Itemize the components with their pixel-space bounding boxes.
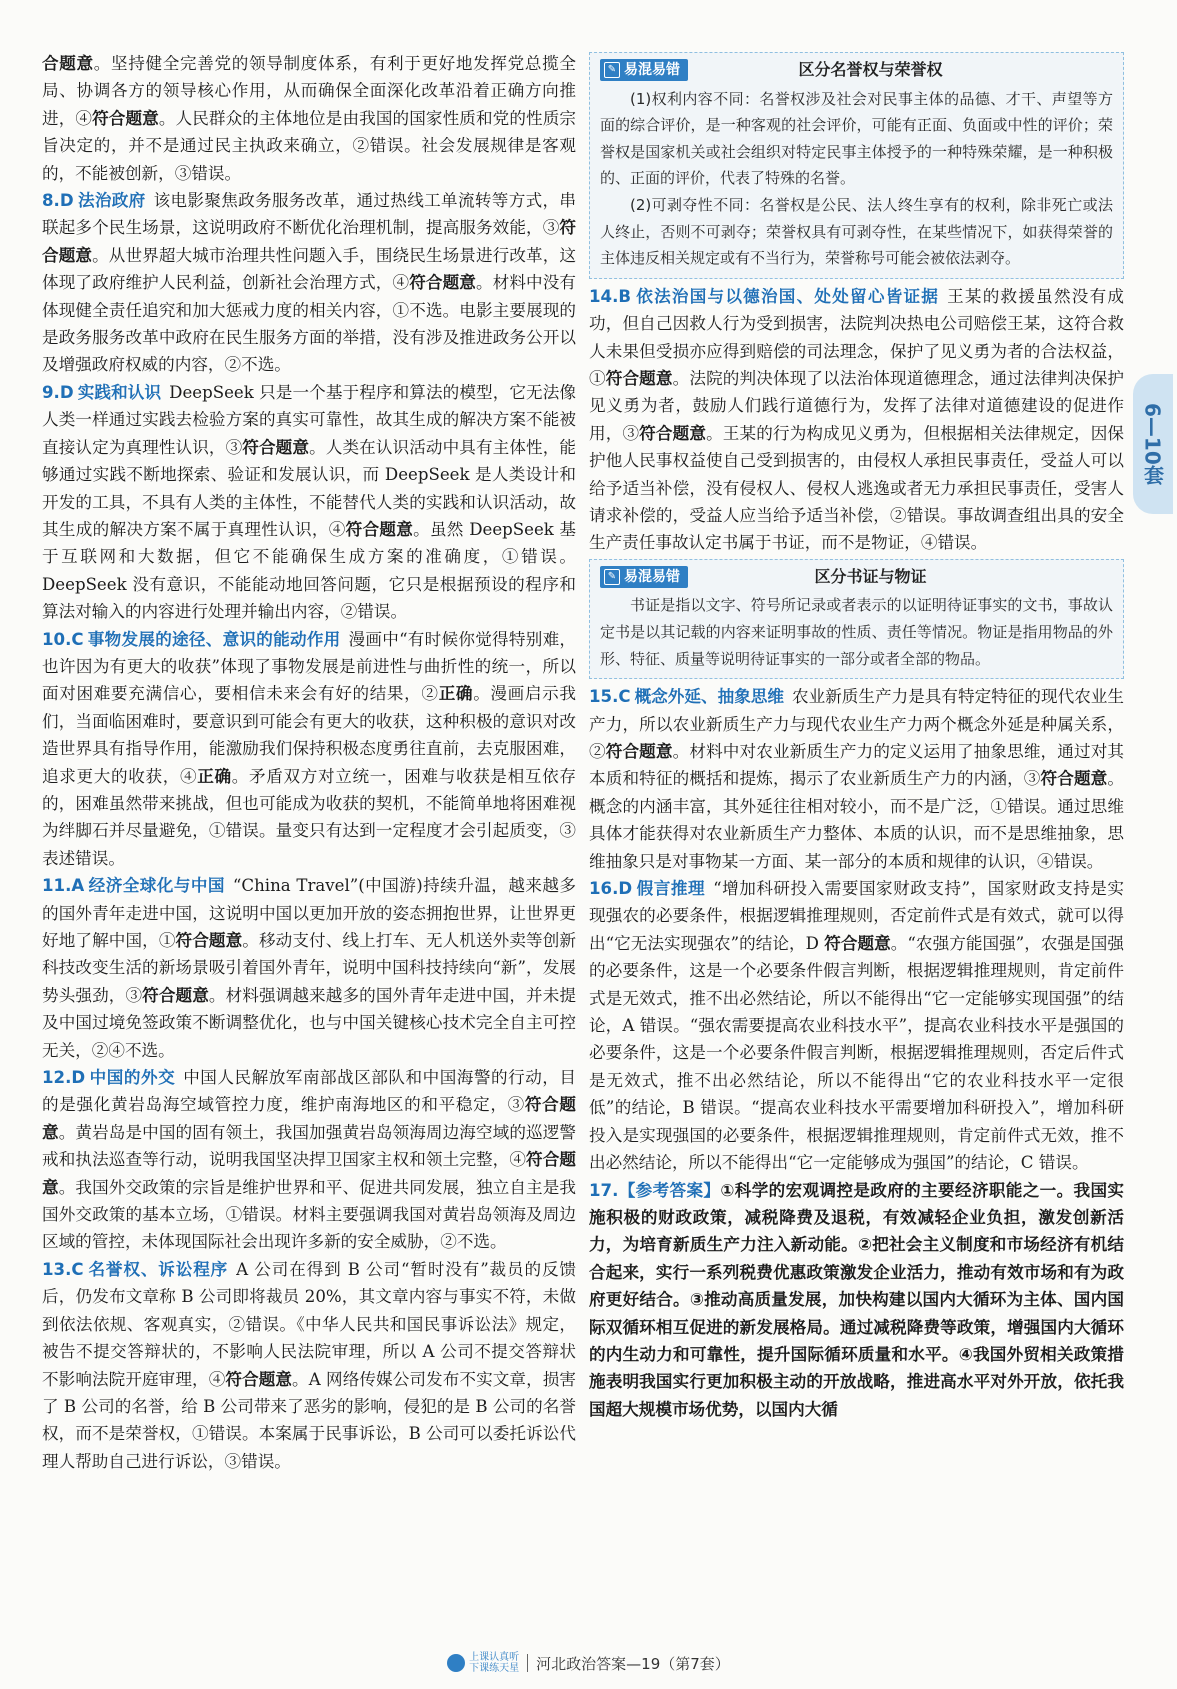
answer-text: 。王某的行为构成见义勇为，但根据相关法律规定，因保护他人民事权益使自己受到损害的，由侵权人承担民事责任，受益人可以给予适当补偿，没有侵权人、侵权人逃逸或者无力承担民事责任，受害人请求补偿的，受益人应当给予适当补偿，②错误。事故调查组出具的安全生产责任事故认定书属于书证，而不是物证，④错误。 <box>589 423 1125 553</box>
brand-mark-icon <box>447 1654 465 1672</box>
question-number: 9.D <box>42 382 74 402</box>
left-questions <box>42 187 576 1475</box>
question-item <box>42 1256 576 1475</box>
box-paragraph: (2)可剥夺性不同：名誉权是公民、法人终生享有的权利，除非死亡或法人终止，否则不可剥夺；荣誉权具有可剥夺性，在某些情况下，如获得荣誉的主体违反相关规定或有不当行为，荣誉称号可能会被依法剥夺。 <box>600 195 1113 268</box>
question-number: 16.D <box>589 879 633 899</box>
answer-verdict: 符合题意 <box>605 742 673 761</box>
answer-text: 农业新质生产力是具有特定特征的现代农业生产力，所以农业新质生产力与现代农业生产力两个概念外延是种属关系，② <box>589 687 1125 761</box>
question-topic: 名誉权、诉讼程序 <box>87 1259 229 1279</box>
answer-verdict: ④我国外贸相关政策措施表明我国实行更加积极主动的开放战略，推进高水平对外开放，依托我国超大规模市场优势，以国内大循 <box>589 1344 1124 1419</box>
answer-text: 该电影聚焦政务服务改革，通过热线工单流转等方式，串联起多个民生场景，这说明政府不断优化治理机制，提高服务效能，③ <box>42 191 577 238</box>
answer-verdict: 通过减税降费等政策，增强国内大循环的内生动力和可靠性，提升国际循环质量和水平。 <box>589 1317 1125 1364</box>
answer-verdict: 符合题意 <box>345 519 414 539</box>
question-number: 17. <box>589 1180 619 1200</box>
question-14 <box>589 283 1124 557</box>
question-number: 10.C <box>42 629 84 649</box>
question-topic: 假言推理 <box>636 879 706 899</box>
answer-verdict: 符合题意 <box>42 1095 577 1142</box>
question-17 <box>589 1177 1124 1424</box>
question-topic: 经济全球化与中国 <box>88 876 225 896</box>
answer-text: 。材料强调越来越多的国外青年走进中国，并未提及中国过境免签政策不断调整优化，也与中国关键核心技术完全自主可控无关，②④不选。 <box>42 985 577 1060</box>
question-number: 8.D <box>42 191 74 211</box>
answer-text: 。材料中没有体现健全责任追究和加大惩戒力度的相关内容，①不选。电影主要展现的是政务服务改革中政府在民生服务方面的举措，没有涉及推进政务公开以及增强政府权威的内容，②不选。 <box>42 273 577 375</box>
answer-label: 【参考答案】 <box>618 1180 721 1200</box>
question-number: 14.B <box>589 286 632 306</box>
answer-verdict: 符合题意 <box>605 368 673 388</box>
question-topic: 依法治国与以德治国、处处留心皆证据 <box>635 286 940 306</box>
answer-text: 。材料中对农业新质生产力的定义运用了抽象思维，通过对其本质和特征的概括和提炼，揭示了农业新质生产力的内涵，③ <box>589 742 1125 789</box>
answer-verdict: 符合题意 <box>42 1150 577 1197</box>
answer-verdict: 符合题意 <box>1040 769 1108 789</box>
box-paragraph: 书证是指以文字、符号所记录或者表示的以证明待证事实的文书，事故认定书是以其记载的内容来证明事故的性质、责任等情况。物证是指用物品的外形、特征、质量等说明待证事实的一部分或者全部的物品。 <box>600 596 1113 668</box>
answer-verdict: 合题意 <box>42 54 94 73</box>
right-questions <box>589 683 1124 1176</box>
answer-verdict: 正确 <box>197 766 232 786</box>
brand-logo: 上课认真听 下课练天星 <box>447 1652 519 1674</box>
answer-text: 。A 网络传媒公司发布不实文章，损害了 B 公司的名誉，给 B 公司带来了恶劣的影响，侵犯的是 B 公司的名誉权，而不是荣誉权，①错误。本案属于民事诉讼，B 公司可以委托诉讼代理人帮助自己进行诉讼，③错误。 <box>42 1369 577 1471</box>
question-topic: 概念外延、抽象思维 <box>634 687 784 707</box>
question-item <box>42 626 576 873</box>
answer-verdict: ①科学的宏观调控是政府的主要经济职能之一。我国实施积极的财政政策，减税降费及退税，有效减轻企业负担，激发创新活力，为培育新质生产力注入新动能。 <box>589 1180 1124 1255</box>
answer-text: 。概念的内涵丰富，其外延往往相对较小，而不是广泛，①错误。通过思维具体才能获得对农业新质生产力整体、本质的认识，而不是思维抽象，思维抽象只是对事物某一方面、某一部分的本质和规律的认识，④错误。 <box>589 769 1125 871</box>
answer-verdict: 符合题意 <box>824 933 891 953</box>
answer-text: 漫画中“有时候你觉得特别难，也许因为有更大的收获”体现了事物发展是前进性与曲折性的统一，所以面对困难要充满信心，要相信未来会有好的结果，② <box>42 629 577 704</box>
answer-text: 王某的救援虽然没有成功，但自己因救人行为受到损害，法院判决热电公司赔偿王某，这符合救人未果但受损亦应得到赔偿的司法理念，保护了见义勇为者的合法权益，① <box>589 286 1125 388</box>
answer-text: 。人类在认识活动中具有主体性，能够通过实践不断地探索、验证和发展认识，而 DeepSeek 是人类设计和开发的工具，不具有人类的主体性，不能替代人类的实践和认识活动，故其生成的解决方案不属于真理性认识，④ <box>42 437 577 539</box>
question-item <box>42 379 576 626</box>
box-title: 区分书证与物证 <box>814 566 927 586</box>
answer-verdict: 符合题意 <box>175 931 243 950</box>
question-item <box>589 683 1124 875</box>
question-item <box>589 875 1124 1176</box>
answer-text: “China Travel”(中国游)持续升温，越来越多的国外青年走进中国，这说明中国以更加开放的姿态拥抱世界，让世界更好地了解中国，① <box>42 876 576 950</box>
page-footer <box>0 1652 1177 1674</box>
answer-verdict: 符合题意 <box>242 437 310 457</box>
question-item <box>42 1064 576 1256</box>
question-topic: 实践和认识 <box>77 382 162 402</box>
question-topic: 法治政府 <box>77 191 146 211</box>
answer-text: 中国人民解放军南部战区部队和中国海警的行动，目的是强化黄岩岛海空域管控力度，维护南海地区的和平稳定，③ <box>42 1068 577 1115</box>
question-number: 11.A <box>42 876 85 896</box>
answer-text: A 公司在得到 B 公司“暂时没有”裁员的反馈后，仍发布文章称 B 公司即将裁员 20%，其文章内容与事实不符，未做到依法依规、客观真实，②错误。《中华人民共和国民事诉讼法》规定，被告不提交答辩状的，不影响人民法院审理，所以 A 公司不提交答辩状不影响法院开庭审理，④ <box>42 1259 577 1389</box>
answer-text: 。我国外交政策的宗旨是维护世界和平、促进共同发展，独立自主是我国外交政策的基本立场，①错误。材料主要强调我国对黄岩岛领海及周边区域的管控，未体现国际社会出现许多新的安全威胁，②不选。 <box>42 1177 577 1252</box>
answer-text: “增加科研投入需要国家财政支持”，国家财政支持是实现强农的必要条件，根据逻辑推理规则，否定前件式是有效式，就可以得出“它无法实现强农”的结论，D <box>589 879 1125 953</box>
confusion-box-evidence <box>589 559 1124 679</box>
answer-verdict: 符合题意 <box>409 273 476 293</box>
question-number: 15.C <box>589 687 631 707</box>
question-number: 13.C <box>42 1259 84 1279</box>
answer-text: 。人民群众的主体地位是由我国的国家性质和党的性质宗旨决定的，并不是通过民主执政来确立，②错误。社会发展规律是客观的，不能被创新，③错误。 <box>42 108 577 183</box>
note-icon: ✎ <box>604 62 620 78</box>
answer-text: 。法院的判决体现了以法治体现道德理念，通过法律判决保护见义勇为者，鼓励人们践行道德行为，发挥了法律对道德建设的促进作用，③ <box>589 368 1125 443</box>
right-column <box>589 50 1124 1423</box>
section-side-tab: 6—10套 <box>1133 374 1173 514</box>
answer-verdict: 符合题意 <box>142 985 209 1005</box>
answer-text: 。漫画启示我们，当面临困难时，要意识到可能会有更大的收获，这种积极的意识对改造世界具有指导作用，能激励我们保持积极态度勇往直前，去克服困难，追求更大的收获，④ <box>42 684 577 786</box>
answer-verdict: 符合题意 <box>42 218 576 265</box>
answer-verdict: 符合题意 <box>225 1369 293 1389</box>
box-title: 区分名誉权与荣誉权 <box>798 60 943 79</box>
confusion-tag: ✎ 易混易错 <box>600 59 688 81</box>
answer-verdict: ②把社会主义制度和市场经济有机结合起来，实行一系列税费优惠政策激发企业活力，推动有效市场和有为政府更好结合。 <box>589 1235 1124 1310</box>
intro-paragraph <box>42 50 576 187</box>
answer-verdict: 符合题意 <box>639 423 707 443</box>
answer-text: DeepSeek 只是一个基于程序和算法的模型，它无法像人类一样通过实践去检验方案的真实可靠性，故其生成的解决方案不能被直接认定为真理性认识，③ <box>42 382 577 457</box>
answer-verdict: ③推动高质量发展，加快构建以国内大循环为主体、国内国际双循环相互促进的新发展格局。 <box>589 1290 1124 1337</box>
question-topic: 事物发展的途径、意识的能动作用 <box>87 629 341 649</box>
answer-text: 。矛盾双方对立统一，困难与收获是相互依存的，困难虽然带来挑战，但也可能成为收获的契机，不能简单地将困难视为绊脚石并尽量避免，①错误。量变只有达到一定程度才会引起质变，③表述错误。 <box>42 766 577 868</box>
box-paragraph: (1)权利内容不同：名誉权涉及社会对民事主体的品德、才干、声望等方面的综合评价，是一种客观的社会评价，可能有正面、负面或中性的评价；荣誉权是国家机关或社会组织对特定民事主体授予的一种特殊荣耀，是一种积极的、正面的评价，代表了特殊的名誉。 <box>600 89 1113 188</box>
answer-text: 。移动支付、线上打车、无人机送外卖等创新科技改变生活的新场景吸引着国外青年，说明中国科技持续向“新”，发展势头强劲，③ <box>42 931 577 1005</box>
note-icon: ✎ <box>604 569 620 585</box>
left-column <box>42 50 576 1475</box>
footer-label: 河北政治答案—19（第7套） <box>536 1654 730 1673</box>
confusion-tag: ✎ 易混易错 <box>600 566 688 588</box>
answer-text: 。“农强方能国强”，农强是国强的必要条件，这是一个必要条件假言判断，根据逻辑推理规则，肯定前件式是无效式，推不出必然结论，所以不能得出“它一定能够实现国强”的结论，A 错误。“强农需要提高农业科技水平”，提高农业科技水平是强国的必要条件，这是一个必要条件假言判断，根据逻辑推理规则，否定后件式是无效式，推不出必然结论，所以不能得出“它的农业科技水平一定很低”的结论，B 错误。“提高农业科技水平需要增加科研投入”，增加科研投入是实现强国的必要条件，根据逻辑推理规则，肯定前件式无效，推不出必然结论，所以不能得出“它一定能够成为强国”的结论，C 错误。 <box>589 933 1125 1173</box>
answer-verdict: 正确 <box>438 684 474 704</box>
answer-text: 。坚持健全完善党的领导制度体系，有利于更好地发挥党总揽全局、协调各方的领导核心作用，从而确保全面深化改革沿着正确方向推进，④ <box>42 54 577 128</box>
question-topic: 中国的外交 <box>89 1068 176 1088</box>
answer-text: 。从世界超大城市治理共性问题入手，围绕民生场景进行改革，这体现了政府维护人民利益，创新社会治理方式，④ <box>42 245 577 293</box>
question-item <box>42 187 576 379</box>
confusion-box-honor <box>589 52 1124 279</box>
answer-text: 。虽然 DeepSeek 基于互联网和大数据，但它不能确保生成方案的准确度，①错误。DeepSeek 没有意识，不能能动地回答问题，它只是根据预设的程序和算法对输入的内容进行处理并输出内容，②错误。 <box>42 519 576 622</box>
answer-text: 。黄岩岛是中国的固有领土，我国加强黄岩岛领海周边海空域的巡逻警戒和执法巡查等行动，说明我国坚决捍卫国家主权和领土完整，④ <box>42 1122 577 1170</box>
answer-verdict: 符合题意 <box>92 108 159 128</box>
question-item <box>42 872 576 1064</box>
question-number: 12.D <box>42 1068 86 1088</box>
